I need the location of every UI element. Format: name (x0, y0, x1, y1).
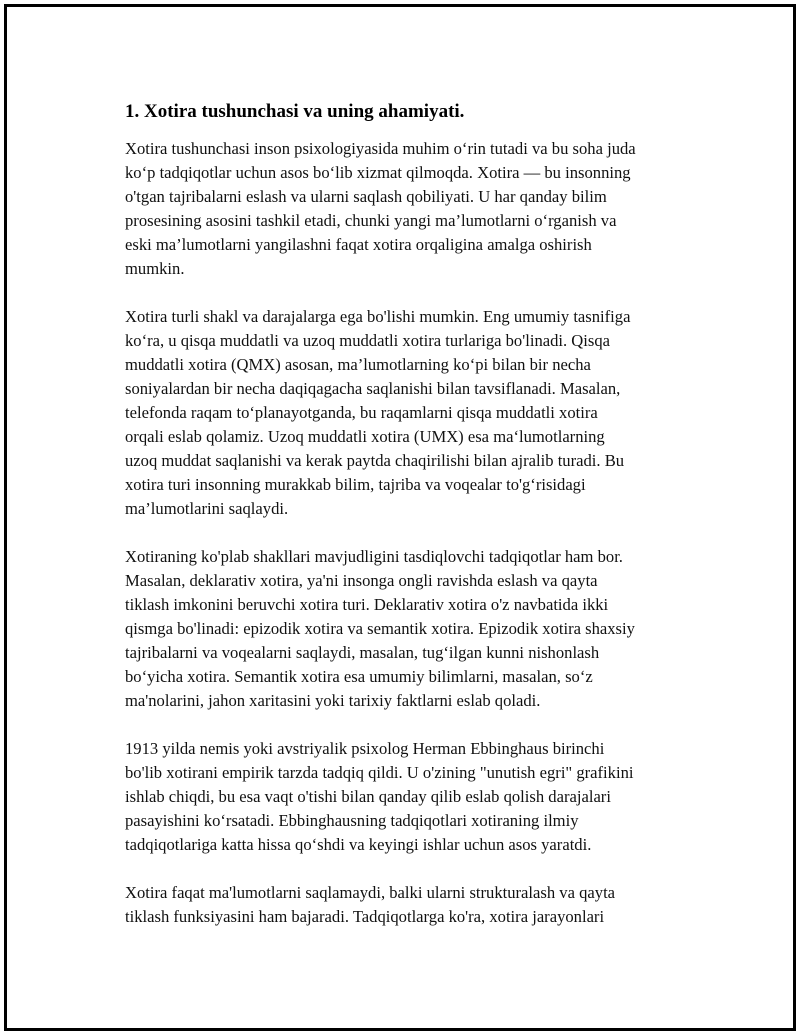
text-line: Xotira faqat ma'lumotlarni saqlamaydi, balki ularni strukturalash va qayta (125, 883, 616, 902)
paragraph-2 (125, 305, 691, 521)
text-line: qismga bo'linadi: epizodik xotira va semantik xotira. Epizodik xotira shaxsiy (125, 619, 635, 638)
text-line: orqali eslab qolamiz. Uzoq muddatli xotira (UMX) esa ma‘lumotlarning (125, 427, 605, 446)
text-line: ko‘p tadqiqotlar uchun asos bo‘lib xizmat qilmoqda. Xotira — bu insonning (125, 163, 631, 182)
text-line: tiklash imkonini beruvchi xotira turi. Deklarativ xotira o'z navbatida ikki (125, 595, 609, 614)
text-line: Masalan, deklarativ xotira, ya'ni insonga ongli ravishda eslash va qayta (125, 571, 598, 590)
text-line: mumkin. (125, 259, 185, 278)
text-line: tiklash funksiyasini ham bajaradi. Tadqiqotlarga ko'ra, xotira jarayonlari (125, 907, 605, 926)
text-line: o'tgan tajribalarni eslash va ularni saqlash qobiliyati. U har qanday bilim (125, 187, 607, 206)
text-line: ma'nolarini, jahon xaritasini yoki tarixiy faktlarni eslab qoladi. (125, 691, 541, 710)
text-line: telefonda raqam to‘planayotganda, bu raqamlarni qisqa muddatli xotira (125, 403, 598, 422)
paragraph-5 (125, 881, 691, 929)
text-line: uzoq muddat saqlanishi va kerak paytda chaqirilishi bilan ajralib turadi. Bu (125, 451, 625, 470)
text-line: Xotira tushunchasi inson psixologiyasida muhim o‘rin tutadi va bu soha juda (125, 139, 636, 158)
text-line: soniyalardan bir necha daqiqagacha saqlanishi bilan tavsiflanadi. Masalan, (125, 379, 621, 398)
text-line: bo'lib xotirani empirik tarzda tadqiq qildi. U o'zining "unutish egri" grafikini (125, 763, 634, 782)
page-border (4, 4, 796, 1031)
section-heading: 1. Xotira tushunchasi va uning ahamiyati. (125, 101, 465, 122)
text-line: xotira turi insonning murakkab bilim, tajriba va voqealar to'g‘risidagi (125, 475, 586, 494)
text-line: ko‘ra, u qisqa muddatli va uzoq muddatli xotira turlariga bo'linadi. Qisqa (125, 331, 611, 350)
text-line: Xotira turli shakl va darajalarga ega bo'lishi mumkin. Eng umumiy tasnifiga (125, 307, 631, 326)
text-line: pasayishini ko‘rsatadi. Ebbinghausning tadqiqotlari xotiraning ilmiy (125, 811, 579, 830)
text-line: ishlab chiqdi, bu esa vaqt o'tishi bilan qanday qilib eslab qolish darajalari (125, 787, 611, 806)
paragraph-1 (125, 137, 691, 281)
text-line: muddatli xotira (QMX) asosan, ma’lumotlarning ko‘pi bilan bir necha (125, 355, 591, 374)
text-line: ma’lumotlarini saqlaydi. (125, 499, 289, 518)
paragraph-4 (125, 737, 691, 857)
text-line: 1913 yilda nemis yoki avstriyalik psixolog Herman Ebbinghaus birinchi (125, 739, 605, 758)
paragraph-3 (125, 545, 691, 713)
text-line: tajribalarni va voqealarni saqlaydi, masalan, tug‘ilgan kunni nishonlash (125, 643, 600, 662)
text-line: Xotiraning ko'plab shakllari mavjudligini tasdiqlovchi tadqiqotlar ham bor. (125, 547, 623, 566)
text-line: eski ma’lumotlarni yangilashni faqat xotira orqaligina amalga oshirish (125, 235, 592, 254)
text-line: prosesining asosini tashkil etadi, chunki yangi ma’lumotlarni o‘rganish va (125, 211, 617, 230)
text-line: bo‘yicha xotira. Semantik xotira esa umumiy bilimlarni, masalan, so‘z (125, 667, 593, 686)
document-body (121, 99, 691, 953)
text-line: tadqiqotlariga katta hissa qo‘shdi va keyingi ishlar uchun asos yaratdi. (125, 835, 592, 854)
